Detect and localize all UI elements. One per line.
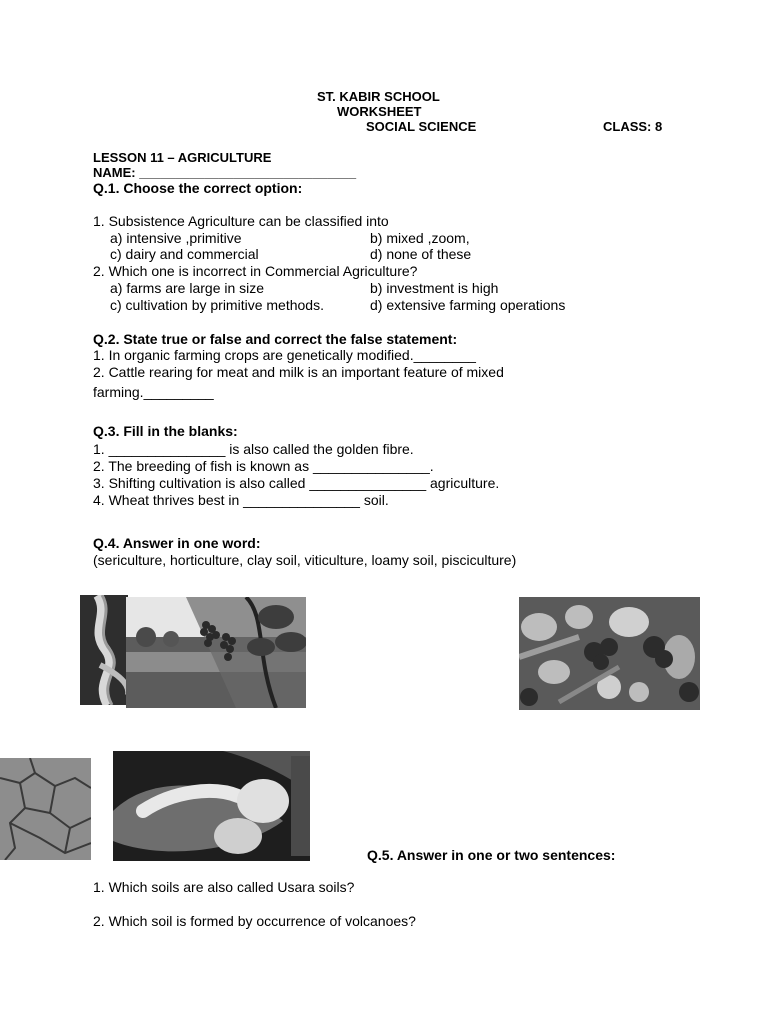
q1-item1-option-b: b) mixed ,zoom,	[370, 230, 470, 246]
q5-item1: 1. Which soils are also called Usara soils?	[93, 879, 355, 895]
lesson-title: LESSON 11 – AGRICULTURE	[93, 150, 272, 165]
q3-item4: 4. Wheat thrives best in _______________ soil.	[93, 492, 389, 508]
q1-item2-option-d: d) extensive farming operations	[370, 297, 566, 313]
q1-item2-option-b: b) investment is high	[370, 280, 499, 296]
q2-title: Q.2. State true or false and correct the false statement:	[93, 331, 458, 347]
q1-item2-option-c: c) cultivation by primitive methods.	[110, 297, 324, 313]
q5-title: Q.5. Answer in one or two sentences:	[367, 847, 616, 863]
q1-item1-option-c: c) dairy and commercial	[110, 246, 259, 262]
silkworm-image	[113, 751, 310, 861]
q5-item2: 2. Which soil is formed by occurrence of volcanoes?	[93, 913, 416, 929]
q1-item2: 2. Which one is incorrect in Commercial Agriculture?	[93, 263, 418, 279]
q2-item2-line1: 2. Cattle rearing for meat and milk is an important feature of mixed	[93, 364, 504, 380]
q1-item2-option-a: a) farms are large in size	[110, 280, 265, 296]
vegetables-image	[519, 597, 700, 710]
jute-fibre-image	[80, 595, 128, 705]
q1-title: Q.1. Choose the correct option:	[93, 180, 303, 196]
q1-item1: 1. Subsistence Agriculture can be classified into	[93, 213, 389, 229]
q3-item1: 1. _______________ is also called the golden fibre.	[93, 441, 414, 457]
q4-title: Q.4. Answer in one word:	[93, 535, 261, 551]
q4-options: (sericulture, horticulture, clay soil, viticulture, loamy soil, pisciculture)	[93, 552, 517, 568]
q1-item1-option-a: a) intensive ,primitive	[110, 230, 242, 246]
class-label: CLASS: 8	[603, 119, 663, 134]
cracked-soil-image	[0, 758, 91, 860]
q2-item2-line2: farming._________	[93, 384, 214, 400]
q3-title: Q.3. Fill in the blanks:	[93, 423, 238, 439]
name-line: NAME: ______________________________	[93, 165, 357, 180]
q2-item1: 1. In organic farming crops are genetically modified.________	[93, 347, 476, 363]
vineyard-image	[126, 597, 306, 708]
worksheet-title: WORKSHEET	[337, 104, 422, 119]
school-name: ST. KABIR SCHOOL	[317, 89, 440, 104]
q1-item1-option-d: d) none of these	[370, 246, 472, 262]
subject-title: SOCIAL SCIENCE	[366, 119, 477, 134]
q3-item3: 3. Shifting cultivation is also called _______________ agriculture.	[93, 475, 500, 491]
q3-item2: 2. The breeding of fish is known as _______________.	[93, 458, 434, 474]
